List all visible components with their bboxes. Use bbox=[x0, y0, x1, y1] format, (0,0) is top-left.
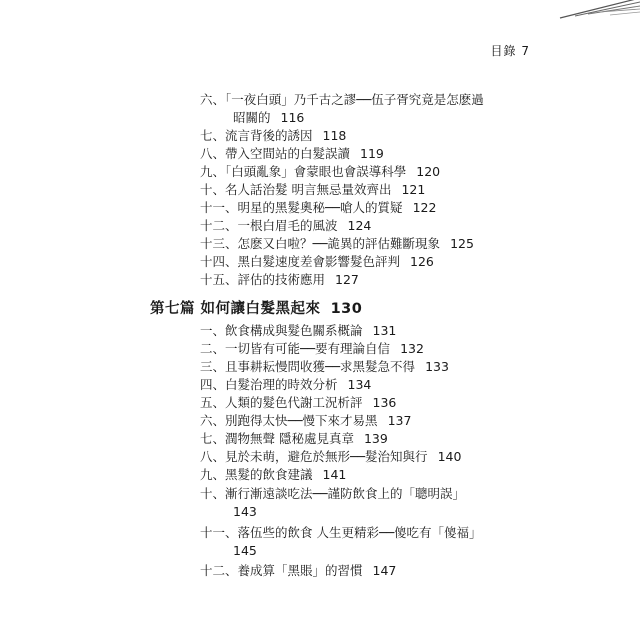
page-header bbox=[491, 42, 530, 59]
toc-entry bbox=[200, 321, 396, 341]
entry-page: 141 bbox=[322, 467, 347, 482]
entry-title: 六、「一夜白頭」乃千古之謬──伍子胥究竟是怎麽過 bbox=[200, 92, 484, 107]
entry-page: 143 bbox=[233, 504, 257, 519]
entry-page: 127 bbox=[335, 272, 359, 287]
header-page-number: 7 bbox=[521, 44, 530, 58]
entry-page: 124 bbox=[347, 218, 372, 233]
toc-entry bbox=[200, 162, 440, 182]
toc-entry-continuation bbox=[233, 502, 257, 522]
entry-page: 118 bbox=[322, 128, 347, 143]
toc-entry bbox=[200, 198, 436, 218]
toc-entry bbox=[200, 270, 359, 290]
entry-title: 三、且事耕耘慢問收獲──求黑髮急不得 bbox=[200, 359, 416, 374]
toc-entry bbox=[200, 429, 388, 449]
toc-entry bbox=[200, 393, 396, 413]
entry-page: 122 bbox=[412, 200, 437, 215]
header-title: 目錄 bbox=[490, 44, 517, 58]
entry-title: 十一、落伍些的飲食 人生更精彩──傻吃有「傻福」 bbox=[200, 525, 482, 540]
entry-title: 十、名人話治髮 明言無忌量效齊出 bbox=[200, 182, 392, 197]
entry-page: 133 bbox=[425, 359, 449, 374]
entry-page: 140 bbox=[437, 449, 462, 464]
entry-title: 七、潤物無聲 隱秘處見真章 bbox=[200, 431, 354, 446]
entry-page: 145 bbox=[233, 543, 257, 558]
entry-title: 十四、黑白髮速度差會影響髮色評判 bbox=[200, 254, 401, 269]
section-title: 第七篇 如何讓白髮黑起來 bbox=[150, 301, 321, 317]
toc-entry bbox=[200, 357, 449, 377]
toc-entry bbox=[233, 108, 304, 128]
toc-entry bbox=[200, 523, 482, 543]
entry-page: 126 bbox=[410, 254, 434, 269]
entry-title: 九、「白頭亂象」會蒙眼也會誤導科學 bbox=[200, 164, 407, 179]
entry-page: 132 bbox=[400, 341, 424, 356]
entry-page: 147 bbox=[372, 563, 397, 578]
toc-entry bbox=[200, 375, 371, 395]
entry-title: 十二、一根白眉毛的風波 bbox=[200, 218, 338, 233]
entry-page: 136 bbox=[372, 395, 397, 410]
entry-title: 昭關的 bbox=[233, 110, 271, 125]
entry-title: 一、飲食構成與髮色關系概論 bbox=[200, 323, 363, 338]
entry-title: 八、帶入空間站的白髮誤讀 bbox=[200, 146, 351, 161]
toc-entry-continuation bbox=[233, 541, 257, 561]
entry-page: 131 bbox=[372, 323, 397, 338]
toc-entry bbox=[200, 180, 425, 200]
entry-title: 八、見於未萌，避危於無形──髮治知與行 bbox=[200, 449, 428, 464]
entry-title: 十、漸行漸遠談吃法──謹防飲食上的「聰明誤」 bbox=[200, 486, 466, 501]
toc-entry bbox=[200, 90, 484, 110]
entry-title: 二、一切皆有可能──要有理論自信 bbox=[200, 341, 391, 356]
entry-page: 121 bbox=[401, 182, 426, 197]
entry-page: 116 bbox=[280, 110, 305, 125]
entry-page: 134 bbox=[347, 377, 372, 392]
entry-title: 六、別跑得太快──慢下來才易黑 bbox=[200, 413, 378, 428]
entry-page: 119 bbox=[360, 146, 384, 161]
entry-page: 120 bbox=[416, 164, 441, 179]
toc-entry bbox=[200, 447, 461, 467]
toc-entry bbox=[200, 252, 434, 272]
section-heading bbox=[150, 297, 362, 318]
toc-entry bbox=[200, 234, 474, 254]
entry-title: 十三、怎麽又白啦？──詭異的評估難斷現象 bbox=[200, 236, 441, 251]
entry-title: 十五、評估的技術應用 bbox=[200, 272, 326, 287]
entry-page: 139 bbox=[363, 431, 388, 446]
entry-page: 125 bbox=[450, 236, 474, 251]
toc-entry bbox=[200, 126, 346, 146]
entry-title: 七、流言背後的誘因 bbox=[200, 128, 313, 143]
toc-entry bbox=[200, 484, 465, 504]
toc-entry bbox=[200, 144, 384, 164]
entry-title: 九、黑髮的飲食建議 bbox=[200, 467, 313, 482]
toc-entry bbox=[200, 411, 411, 431]
entry-title: 十二、養成算「黑賬」的習慣 bbox=[200, 563, 363, 578]
entry-title: 十一、明星的黑髮奧秘──嗆人的質疑 bbox=[200, 200, 403, 215]
corner-sketch-lines bbox=[530, 0, 640, 40]
entry-title: 五、人類的髮色代謝工況析評 bbox=[200, 395, 363, 410]
toc-entry bbox=[200, 216, 371, 236]
entry-page: 137 bbox=[387, 413, 412, 428]
entry-title: 四、白髮治理的時效分析 bbox=[200, 377, 338, 392]
toc-entry bbox=[200, 561, 396, 581]
section-page: 130 bbox=[330, 301, 363, 317]
toc-entry bbox=[200, 339, 424, 359]
toc-entry bbox=[200, 465, 346, 485]
